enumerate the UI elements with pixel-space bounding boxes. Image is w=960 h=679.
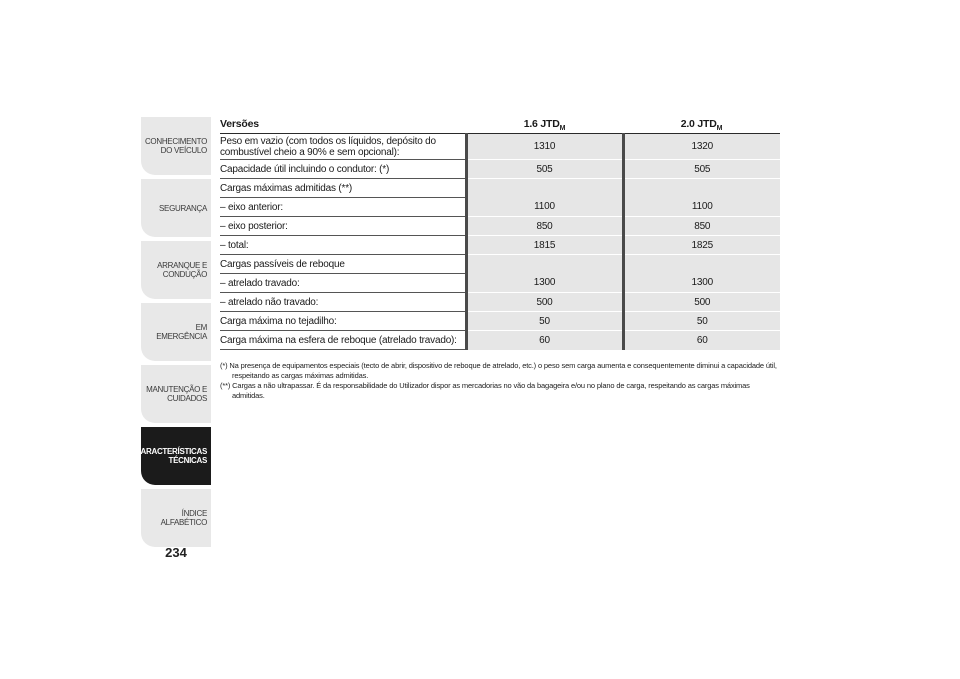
header-sub: M bbox=[716, 125, 723, 132]
row-value bbox=[623, 179, 780, 198]
row-label: – eixo posterior: bbox=[220, 217, 466, 236]
row-value: 1100 bbox=[466, 198, 623, 217]
tab-label: MANUTENÇÃO E CUIDADOS bbox=[146, 385, 207, 403]
row-value: 1100 bbox=[623, 198, 780, 217]
tab-label: CONHECIMENTO DO VEÍCULO bbox=[144, 137, 207, 155]
row-label: Cargas passíveis de reboque bbox=[220, 255, 466, 274]
tab-conhecimento-do-veiculo[interactable] bbox=[141, 117, 211, 175]
page-number: 234 bbox=[165, 545, 187, 560]
row-value: 500 bbox=[623, 293, 780, 312]
footnote-1: (*) Na presença de equipamentos especiais (tecto de abrir, dispositivo de reboque de atrelado, etc.) o peso sem carga aumenta e consequentemente diminui a capacidade útil, respeitando as cargas máximas admitidas. bbox=[220, 361, 777, 380]
row-value: 1815 bbox=[466, 236, 623, 255]
row-value: 1320 bbox=[623, 134, 780, 160]
table-row bbox=[220, 236, 780, 255]
row-value: 1300 bbox=[623, 274, 780, 293]
tab-arranque-e-conducao[interactable] bbox=[141, 241, 211, 299]
table-row bbox=[220, 312, 780, 331]
tab-manutencao-e-cuidados[interactable] bbox=[141, 365, 211, 423]
header-main: 1.6 JTD bbox=[523, 118, 560, 130]
row-label: – eixo anterior: bbox=[220, 198, 466, 217]
table-row bbox=[220, 217, 780, 236]
table-row bbox=[220, 274, 780, 293]
header-sub: M bbox=[559, 125, 566, 132]
row-value: 505 bbox=[623, 160, 780, 179]
row-value: 1310 bbox=[466, 134, 623, 160]
table-row bbox=[220, 255, 780, 274]
header-main: 2.0 JTD bbox=[680, 118, 717, 130]
row-label: Capacidade útil incluindo o condutor: (*) bbox=[220, 160, 466, 179]
row-value: 1825 bbox=[623, 236, 780, 255]
footnotes bbox=[220, 361, 780, 401]
row-value: 850 bbox=[466, 217, 623, 236]
row-label: – total: bbox=[220, 236, 466, 255]
row-value bbox=[466, 255, 623, 274]
table-row bbox=[220, 331, 780, 350]
row-label: Carga máxima na esfera de reboque (atrelado travado): bbox=[220, 331, 466, 350]
row-label: – atrelado não travado: bbox=[220, 293, 466, 312]
row-value: 50 bbox=[623, 312, 780, 331]
row-value: 50 bbox=[466, 312, 623, 331]
row-label: Peso em vazio (com todos os líquidos, depósito do combustível cheio a 90% e sem opcional): bbox=[220, 134, 466, 160]
header-version-2 bbox=[623, 115, 780, 134]
tab-label: ARRANQUE E CONDUÇÃO bbox=[157, 261, 207, 279]
tab-label: SEGURANÇA bbox=[159, 203, 207, 213]
table-row bbox=[220, 134, 780, 160]
row-value: 1300 bbox=[466, 274, 623, 293]
table-row bbox=[220, 179, 780, 198]
header-version-1 bbox=[466, 115, 623, 134]
tab-caracteristicas-tecnicas[interactable] bbox=[135, 427, 211, 485]
row-label: – atrelado travado: bbox=[220, 274, 466, 293]
row-value: 500 bbox=[466, 293, 623, 312]
row-value: 505 bbox=[466, 160, 623, 179]
table-row bbox=[220, 198, 780, 217]
row-label: Cargas máximas admitidas (**) bbox=[220, 179, 466, 198]
row-value bbox=[466, 179, 623, 198]
tab-label: ÍNDICE ALFABÉTICO bbox=[160, 509, 207, 527]
tab-seguranca[interactable] bbox=[141, 179, 211, 237]
row-value bbox=[623, 255, 780, 274]
row-value: 850 bbox=[623, 217, 780, 236]
row-value: 60 bbox=[466, 331, 623, 350]
table-header-row bbox=[220, 115, 780, 134]
table-row bbox=[220, 293, 780, 312]
footnote-2: (**) Cargas a não ultrapassar. É da responsabilidade do Utilizador dispor as mercadorias no vão da bagageira e/ou no plano de carga, respeitando as cargas máximas admitidas. bbox=[220, 381, 750, 400]
row-label: Carga máxima no tejadilho: bbox=[220, 312, 466, 331]
tab-label: EM EMERGÊNCIA bbox=[156, 323, 207, 341]
tab-em-emergencia[interactable] bbox=[141, 303, 211, 361]
tab-indice-alfabetico[interactable] bbox=[141, 489, 211, 547]
weights-table bbox=[220, 115, 780, 350]
tab-label: CARACTERÍSTICAS TÉCNICAS bbox=[135, 447, 207, 465]
row-value: 60 bbox=[623, 331, 780, 350]
table-row bbox=[220, 160, 780, 179]
header-versions: Versões bbox=[220, 115, 466, 134]
